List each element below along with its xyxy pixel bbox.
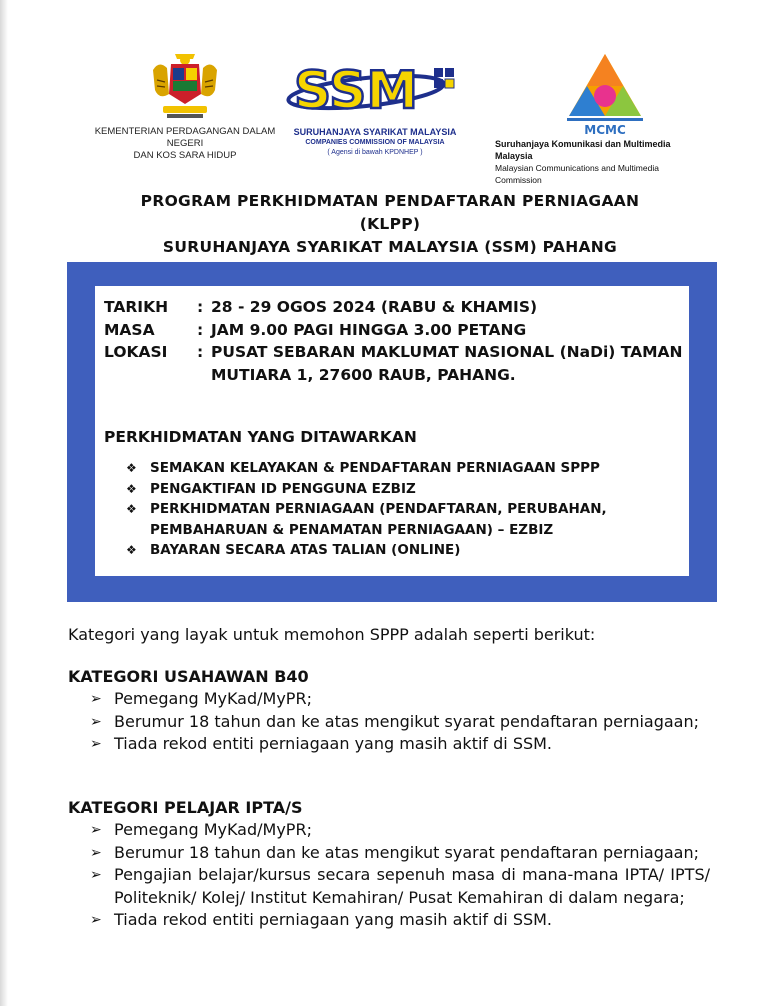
ssm-wordmark: SSM (293, 61, 419, 121)
service-item-text: PENGAKTIFAN ID PENGGUNA EZBIZ (150, 480, 416, 497)
tarikh-label: TARIKH (104, 298, 169, 316)
service-item-text: SEMAKAN KELAYAKAN & PENDAFTARAN PERNIAGAAN SPPP (150, 460, 600, 476)
arrow-bullet-icon: ➢ (90, 867, 102, 884)
mcmc-logo-icon (555, 50, 655, 136)
criteria-text: Pemegang MyKad/MyPR; (114, 689, 312, 708)
service-item (126, 479, 686, 500)
arrow-bullet-icon: ➢ (90, 912, 102, 929)
masa-colon: : (197, 320, 204, 339)
service-item (126, 458, 686, 479)
mcmc-caption-line2: Malaysian Communications and Multimedia Commission (495, 163, 659, 185)
arrow-bullet-icon: ➢ (90, 713, 102, 730)
mcmc-wordmark: MCMC (584, 123, 626, 136)
service-item (126, 540, 686, 561)
kpdn-logo-block (80, 50, 290, 162)
service-item-text: PERKHIDMATAN PERNIAGAAN (PENDAFTARAN, PERUBAHAN, PEMBAHARUAN & PENAMATAN PERNIAGAAN) – EZBIZ (150, 501, 607, 538)
tarikh-value: 28 - 29 OGOS 2024 (RABU & KHAMIS) (211, 298, 538, 316)
criteria-text: Pengajian belajar/kursus secara sepenuh masa di mana-mana IPTA/ IPTS/ Politeknik/ Kolej/ Institut Kemahiran/ Pusat Kemahiran di dalam negara; (114, 865, 710, 907)
services-list (126, 458, 686, 561)
page-shadow-edge (0, 0, 8, 1006)
ssm-caption-line1: SURUHANJAYA SYARIKAT MALAYSIA (293, 127, 457, 137)
services-title: PERKHIDMATAN YANG DITAWARKAN (104, 428, 417, 446)
eligibility-intro: Kategori yang layak untuk memohon SPPP adalah seperti berikut: (68, 625, 596, 644)
headline-line2: (KLPP) (359, 215, 421, 233)
program-headline (70, 190, 710, 259)
masa-value: JAM 9.00 PAGI HINGGA 3.00 PETANG (211, 320, 527, 339)
service-item (126, 499, 686, 540)
masa-label: MASA (104, 320, 155, 339)
criteria-text: Berumur 18 tahun dan ke atas mengikut syarat pendaftaran perniagaan; (114, 711, 699, 731)
category-b40-criteria (90, 688, 710, 756)
lokasi-row (104, 341, 684, 386)
tarikh-row (104, 296, 684, 319)
arrow-bullet-icon: ➢ (90, 822, 102, 838)
criteria-item (90, 711, 710, 734)
category-ipta-title: KATEGORI PELAJAR IPTA/S (68, 798, 303, 817)
criteria-item (90, 733, 710, 756)
criteria-item (90, 864, 710, 909)
category-ipta-criteria (90, 819, 710, 932)
lokasi-value: PUSAT SEBARAN MAKLUMAT NASIONAL (NaDi) TAMAN MUTIARA 1, 27600 RAUB, PAHANG. (211, 343, 683, 384)
ssm-logo-block (285, 58, 465, 158)
headline-line1: PROGRAM PERKHIDMATAN PENDAFTARAN PERNIAGAAN (140, 192, 640, 210)
arrow-bullet-icon: ➢ (90, 736, 102, 753)
criteria-text: Tiada rekod entiti perniagaan yang masih aktif di SSM. (114, 734, 553, 754)
ssm-logo-icon (286, 58, 464, 124)
criteria-text: Pemegang MyKad/MyPR; (114, 820, 312, 839)
masa-row (104, 319, 684, 342)
kpdn-caption-line1: KEMENTERIAN PERDAGANGAN DALAM NEGERI (94, 126, 276, 149)
arrow-bullet-icon: ➢ (90, 691, 102, 707)
criteria-item (90, 819, 710, 842)
headline-line3: SURUHANJAYA SYARIKAT MALAYSIA (SSM) PAHANG (162, 238, 618, 256)
malaysia-coat-of-arms-icon (145, 50, 225, 122)
mcmc-logo-block (495, 50, 700, 186)
mcmc-caption-line1: Suruhanjaya Komunikasi dan Multimedia Malaysia (495, 139, 671, 161)
diamond-bullet-icon: ❖ (126, 543, 137, 557)
lokasi-colon: : (197, 343, 204, 361)
event-details (104, 296, 684, 386)
arrow-bullet-icon: ➢ (90, 844, 102, 861)
kpdn-caption-line2: DAN KOS SARA HIDUP (133, 150, 237, 161)
diamond-bullet-icon: ❖ (126, 461, 137, 475)
ssm-caption-line2: COMPANIES COMMISSION OF MALAYSIA (305, 139, 445, 146)
ssm-caption-line3: ( Agensi di bawah KPDNHEP ) (327, 149, 423, 156)
criteria-item (90, 909, 710, 932)
lokasi-label: LOKASI (104, 343, 168, 361)
criteria-text: Tiada rekod entiti perniagaan yang masih aktif di SSM. (114, 910, 553, 930)
criteria-text: Berumur 18 tahun dan ke atas mengikut syarat pendaftaran perniagaan; (114, 842, 699, 862)
diamond-bullet-icon: ❖ (126, 481, 137, 496)
category-b40-title: KATEGORI USAHAWAN B40 (68, 667, 309, 686)
service-item-text: BAYARAN SECARA ATAS TALIAN (ONLINE) (150, 542, 461, 558)
criteria-item (90, 842, 710, 865)
diamond-bullet-icon: ❖ (126, 502, 137, 516)
criteria-item (90, 688, 710, 711)
tarikh-colon: : (197, 298, 204, 316)
